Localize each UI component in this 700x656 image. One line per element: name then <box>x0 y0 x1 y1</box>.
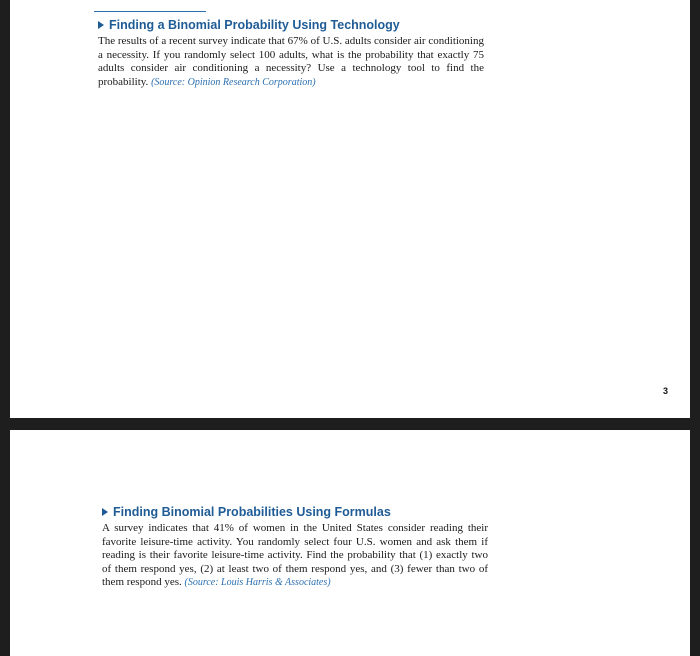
section-body <box>102 522 488 590</box>
source-citation: (Source: Opinion Research Corporation) <box>151 76 316 88</box>
section-heading <box>98 18 484 32</box>
source-citation: (Source: Louis Harris & Associates) <box>184 577 331 589</box>
section-binomial-technology <box>98 18 484 89</box>
section-binomial-formulas <box>102 505 488 590</box>
document-page-2 <box>10 430 690 656</box>
section-heading-text: Finding Binomial Probabilities Using Formulas <box>113 505 391 519</box>
section-heading <box>102 505 488 519</box>
section-body-text: A survey indicates that 41% of women in the United States consider reading their favorite leisure-time activity. You randomly select four U.S. women and ask them if reading is their favorite leisure-time activity. Find the probability that (1) exactly two of them respond yes, (2) at least two of them respond yes, and (3) fewer than two of them respond yes. <box>102 522 488 589</box>
section-body <box>98 35 484 89</box>
document-page-1 <box>10 0 690 418</box>
triangle-bullet-icon <box>102 508 108 516</box>
section-body-text: The results of a recent survey indicate that 67% of U.S. adults consider air conditioning a necessity. If you randomly select 100 adults, what is the probability that exactly 75 adults consider air conditioning a necessity? Use a technology tool to find the probability. <box>98 35 484 88</box>
page-number: 3 <box>662 386 668 396</box>
section-rule <box>94 11 206 12</box>
section-heading-text: Finding a Binomial Probability Using Technology <box>109 18 400 32</box>
triangle-bullet-icon <box>98 21 104 29</box>
